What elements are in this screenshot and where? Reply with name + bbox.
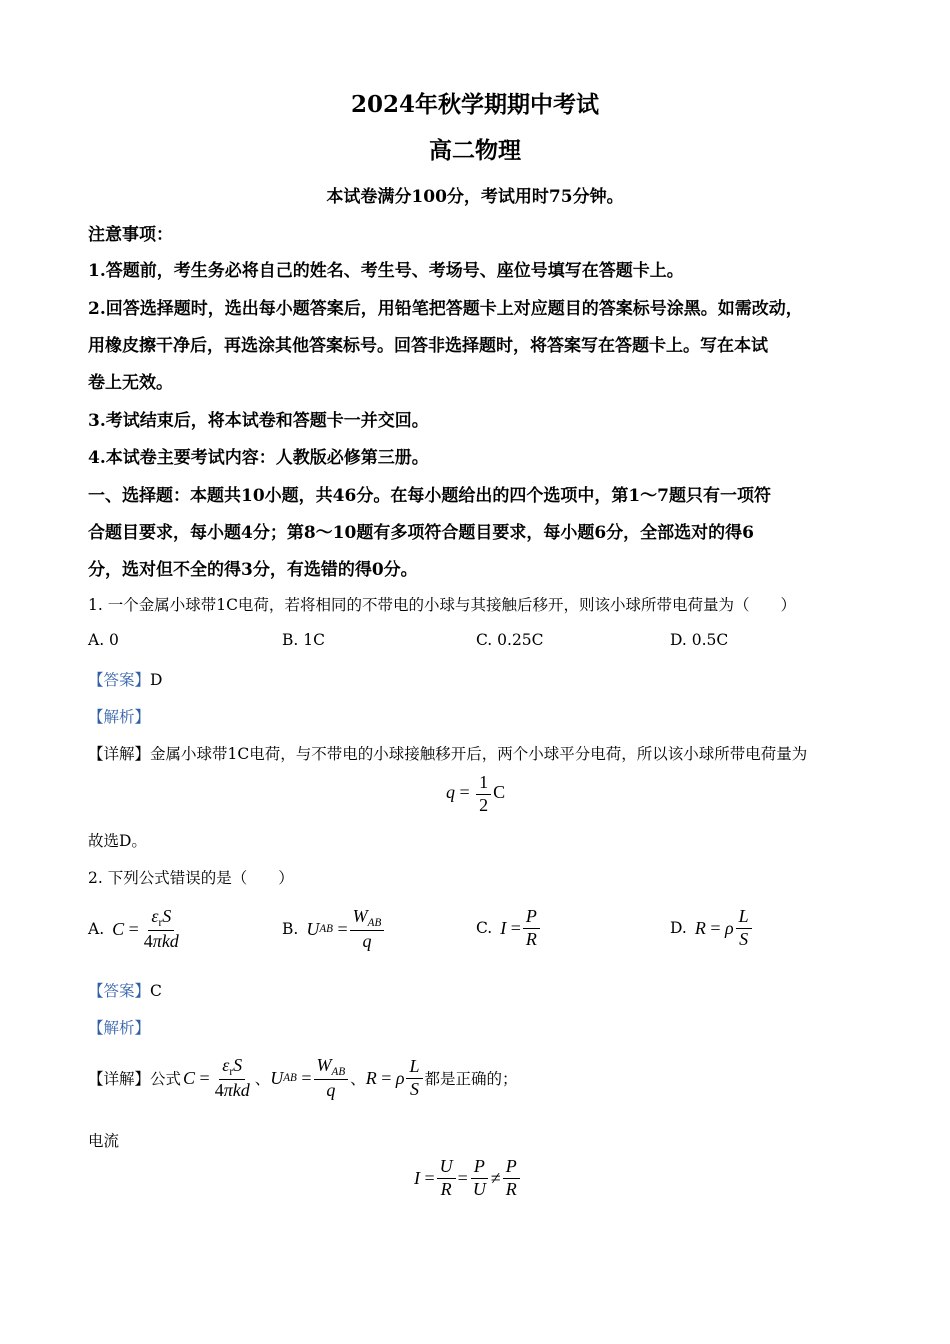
note-item-2-line2: 用橡皮擦干净后，再选涂其他答案标号。回答非选择题时，将答案写在答题卡上。写在本试 <box>88 336 768 356</box>
note-item-1: 1.答题前，考生务必将自己的姓名、考生号、考场号、座位号填写在答题卡上。 <box>88 261 684 281</box>
q2-option-b-formula: U AB = $\frac{W_{AB}}{q}$ <box>306 906 386 953</box>
q2-answer-tag: 【答案】 <box>88 982 151 1000</box>
q2-detail-line <box>88 1055 518 1102</box>
q2-analysis-tag: 【解析】 <box>88 1019 151 1037</box>
q2-option-c <box>476 906 542 950</box>
exam-subtitle: 高二物理 <box>429 137 521 164</box>
notes-heading: 注意事项： <box>88 225 173 245</box>
q2-detail-formula-c: C = $\frac{\varepsilon_rS}{\text{4πkd}}$ <box>183 1055 250 1101</box>
section1-line2: 合题目要求，每小题4分；第8～10题有多项符合题目要求，每小题6分，全部选对的得6 <box>88 523 754 543</box>
q1-stem: 1. 一个金属小球带1C电荷，若将相同的不带电的小球与其接触后移开，则该小球所带电荷量为（ ） <box>88 596 796 614</box>
q2-detail-sep-1: 、 <box>254 1070 271 1089</box>
note-item-4: 4.本试卷主要考试内容：人教版必修第三册。 <box>88 448 429 468</box>
q1-option-c: C. 0.25C <box>476 631 544 649</box>
exam-title: 2024年秋学期期中考试 <box>350 91 599 118</box>
note-item-2-line3: 卷上无效。 <box>88 373 173 393</box>
q2-detail-prefix: 公式 <box>150 1070 182 1089</box>
q2-option-a-label: A. <box>88 920 105 939</box>
q2-stem: 2. 下列公式错误的是（ ） <box>88 869 294 887</box>
section1-line3: 分，选对但不全的得3分，有选错的得0分。 <box>88 560 418 580</box>
q2-detail-sep-2: 、 <box>350 1070 366 1089</box>
q2-option-c-formula: I = $\frac{P}{R}$ <box>500 906 542 950</box>
q2-detail-formula-u: U AB = $\frac{W_{AB}}{q}$ <box>270 1055 350 1102</box>
q1-answer-line <box>88 668 162 690</box>
q2-option-a-formula: C = $\frac{\varepsilon_rS}{\text{4πkd}}$ <box>112 906 179 952</box>
q1-formula-fraction <box>476 772 491 816</box>
q2-detail-suffix: 都是正确的； <box>424 1070 518 1089</box>
q2-answer-line <box>88 979 162 1001</box>
q1-answer-tag: 【答案】 <box>88 671 151 689</box>
q2-option-a <box>88 906 184 953</box>
q2-option-d-label: D. <box>670 919 687 938</box>
note-item-3: 3.考试结束后，将本试卷和答题卡一并交回。 <box>88 411 429 431</box>
q2-detail-formula-r: R = ρ $\frac{L}{S}$ <box>366 1056 425 1100</box>
q1-answer: D <box>150 671 163 689</box>
q2-option-b-label: B. <box>282 920 299 939</box>
q2-current-formula: I = $\frac{U}{R}$ = $\frac{P}{U}$ ≠ $\frac{P}{R}$ <box>414 1156 522 1200</box>
q1-fraction-denominator: 2 <box>479 794 489 815</box>
q1-option-d: D. 0.5C <box>670 631 729 649</box>
q2-option-d-formula: R = ρ $\frac{L}{S}$ <box>695 906 754 950</box>
equals-sign: = <box>459 782 470 803</box>
q1-detail-line <box>88 742 807 764</box>
q2-option-c-label: C. <box>476 919 493 938</box>
note-item-2-line1: 2.回答选择题时，选出每小题答案后，用铅笔把答题卡上对应题目的答案标号涂黑。如需改动， <box>88 299 803 319</box>
q2-option-d <box>670 906 754 950</box>
q1-formula-unit: C <box>493 782 506 803</box>
exam-info: 本试卷满分100分，考试用时75分钟。 <box>326 187 624 207</box>
q1-formula <box>446 772 505 816</box>
q1-detail-text: 金属小球带1C电荷，与不带电的小球接触移开后，两个小球平分电荷，所以该小球所带电荷量为 <box>150 745 808 763</box>
q1-option-b: B. 1C <box>282 631 325 649</box>
q1-detail-tag: 【详解】 <box>88 745 151 763</box>
q2-option-b <box>282 906 386 953</box>
q2-current-label: 电流 <box>88 1132 120 1150</box>
q1-fraction-numerator: 1 <box>476 772 491 795</box>
q1-option-a: A. 0 <box>88 631 119 649</box>
q1-formula-lhs: q <box>446 782 455 803</box>
q2-answer: C <box>150 982 162 1000</box>
q1-analysis-tag: 【解析】 <box>88 708 151 726</box>
q1-conclusion: 故选D。 <box>88 832 147 850</box>
q2-detail-tag: 【详解】 <box>88 1070 151 1089</box>
section1-line1: 一、选择题：本题共10小题，共46分。在每小题给出的四个选项中，第1～7题只有一项符 <box>88 486 771 506</box>
